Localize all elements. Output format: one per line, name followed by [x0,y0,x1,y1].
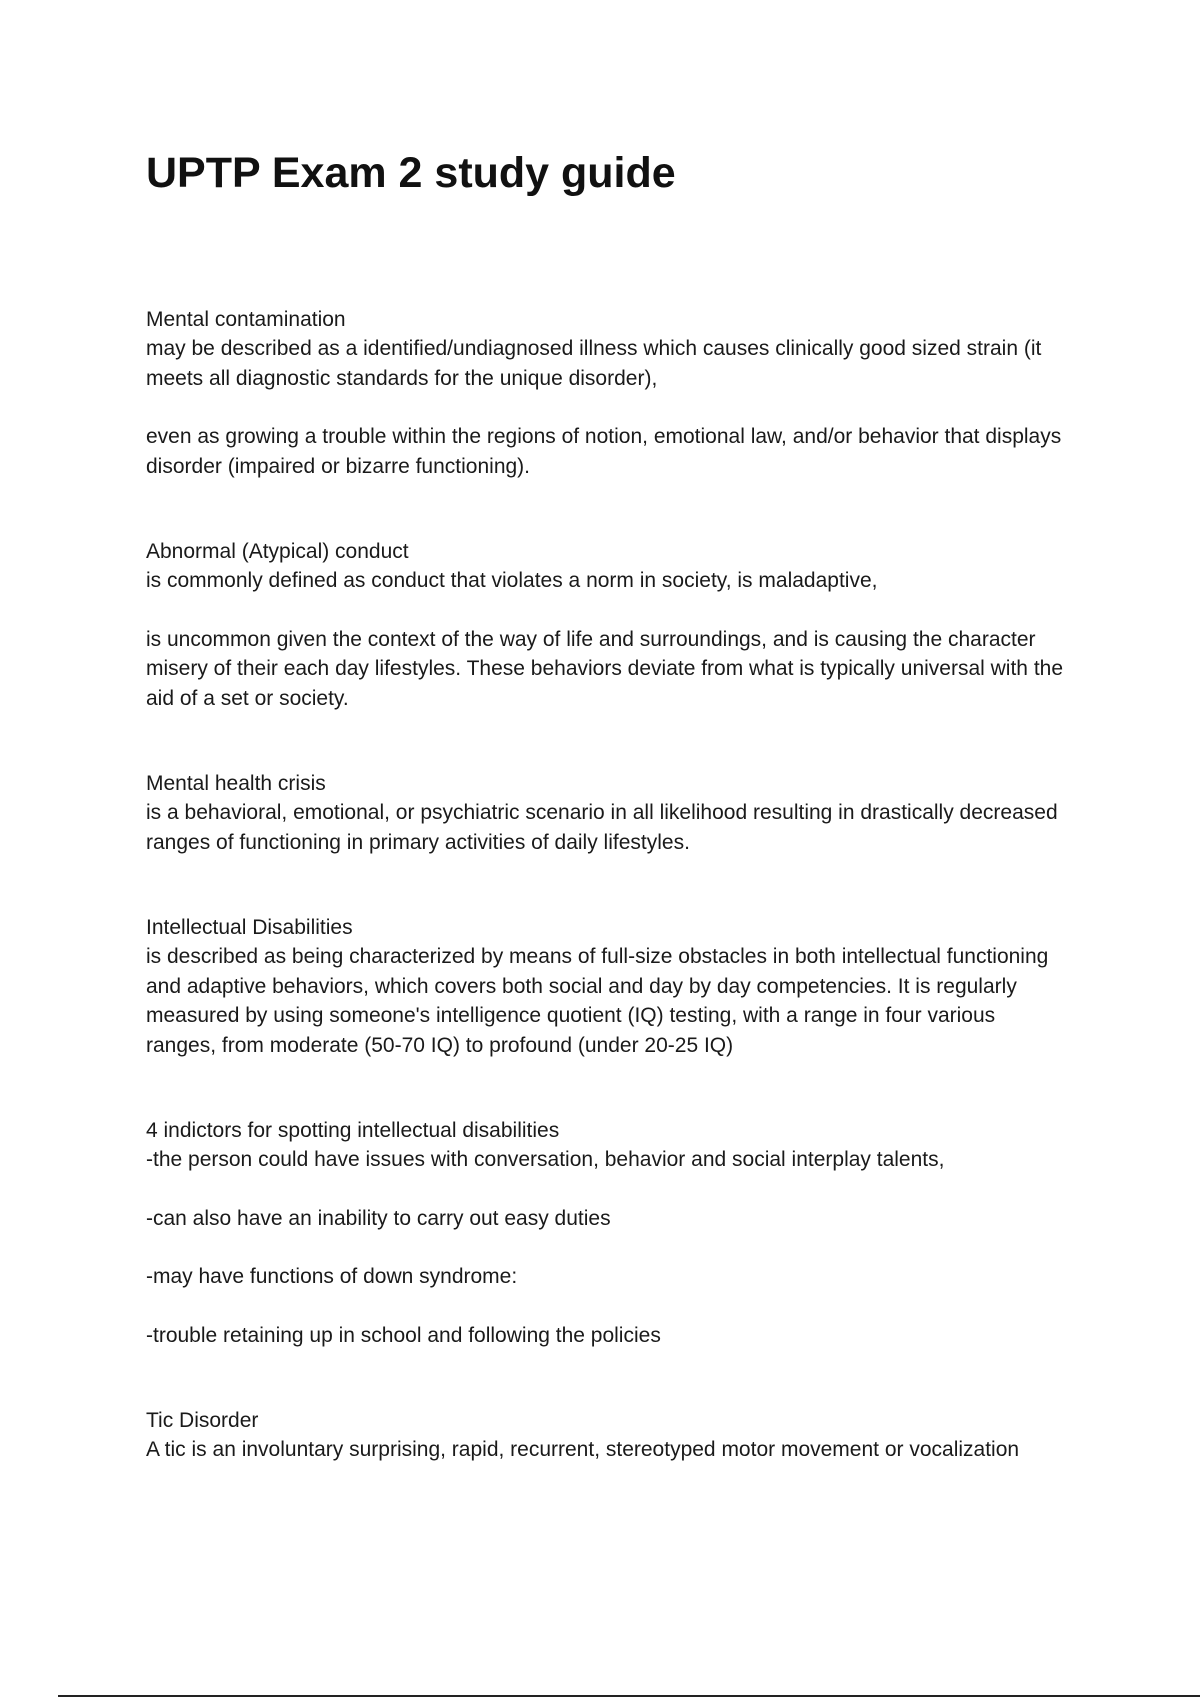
definition-term: 4 indictors for spotting intellectual disabilities [146,1119,560,1142]
definition-intellectual-disabilities [146,913,1066,1060]
definition-term: Mental health crisis [146,772,326,795]
definition-text: is commonly defined as conduct that violates a norm in society, is maladaptive, [146,569,878,592]
definition-text: is a behavioral, emotional, or psychiatric scenario in all likelihood resulting in drastically decreased ranges of functioning in primary activities of daily lifestyles. [146,801,1058,854]
indicator-item: -the person could have issues with conversation, behavior and social interplay talents, [146,1148,945,1171]
definition-term: Tic Disorder [146,1409,259,1432]
definition-text: is described as being characterized by means of full-size obstacles in both intellectual functioning and adaptive behaviors, which covers both social and day by day competencies. It is regularly measured by using someone's intelligence quotient (IQ) testing, with a range in four various ranges, from moderate (50-70 IQ) to profound (under 20-25 IQ) [146,945,1049,1057]
indicator-item: -can also have an inability to carry out easy duties [146,1206,611,1230]
definition-text: A tic is an involuntary surprising, rapid, recurrent, stereotyped motor movement or vocalization [146,1438,1020,1461]
definition-text: even as growing a trouble within the regions of notion, emotional law, and/or behavior that displays disorder (impaired or bizarre functioning). [146,425,1062,478]
footer-divider [58,1695,1200,1697]
definition-text: is uncommon given the context of the way of life and surroundings, and is causing the character misery of their each day lifestyles. These behaviors deviate from what is typically universal with the aid of a set or society. [146,627,1064,710]
definition-term: Abnormal (Atypical) conduct [146,540,409,563]
definition-term: Mental contamination [146,308,346,331]
definition-mental-contamination [146,305,1066,481]
definition-text: may be described as a identified/undiagnosed illness which causes clinically good sized strain (it meets all diagnostic standards for the unique disorder), [146,337,1042,390]
definitions-list [146,305,1066,1521]
indicator-item: -trouble retaining up in school and following the policies [146,1323,661,1347]
definition-mental-health-crisis [146,769,1066,857]
definition-abnormal-conduct [146,537,1066,713]
definition-intellectual-disability-indicators [146,1116,1066,1350]
indicator-item: -may have functions of down syndrome: [146,1265,518,1288]
page-title: UPTP Exam 2 study guide [146,149,676,197]
definition-term: Intellectual Disabilities [146,916,353,939]
definition-tic-disorder [146,1406,1066,1465]
